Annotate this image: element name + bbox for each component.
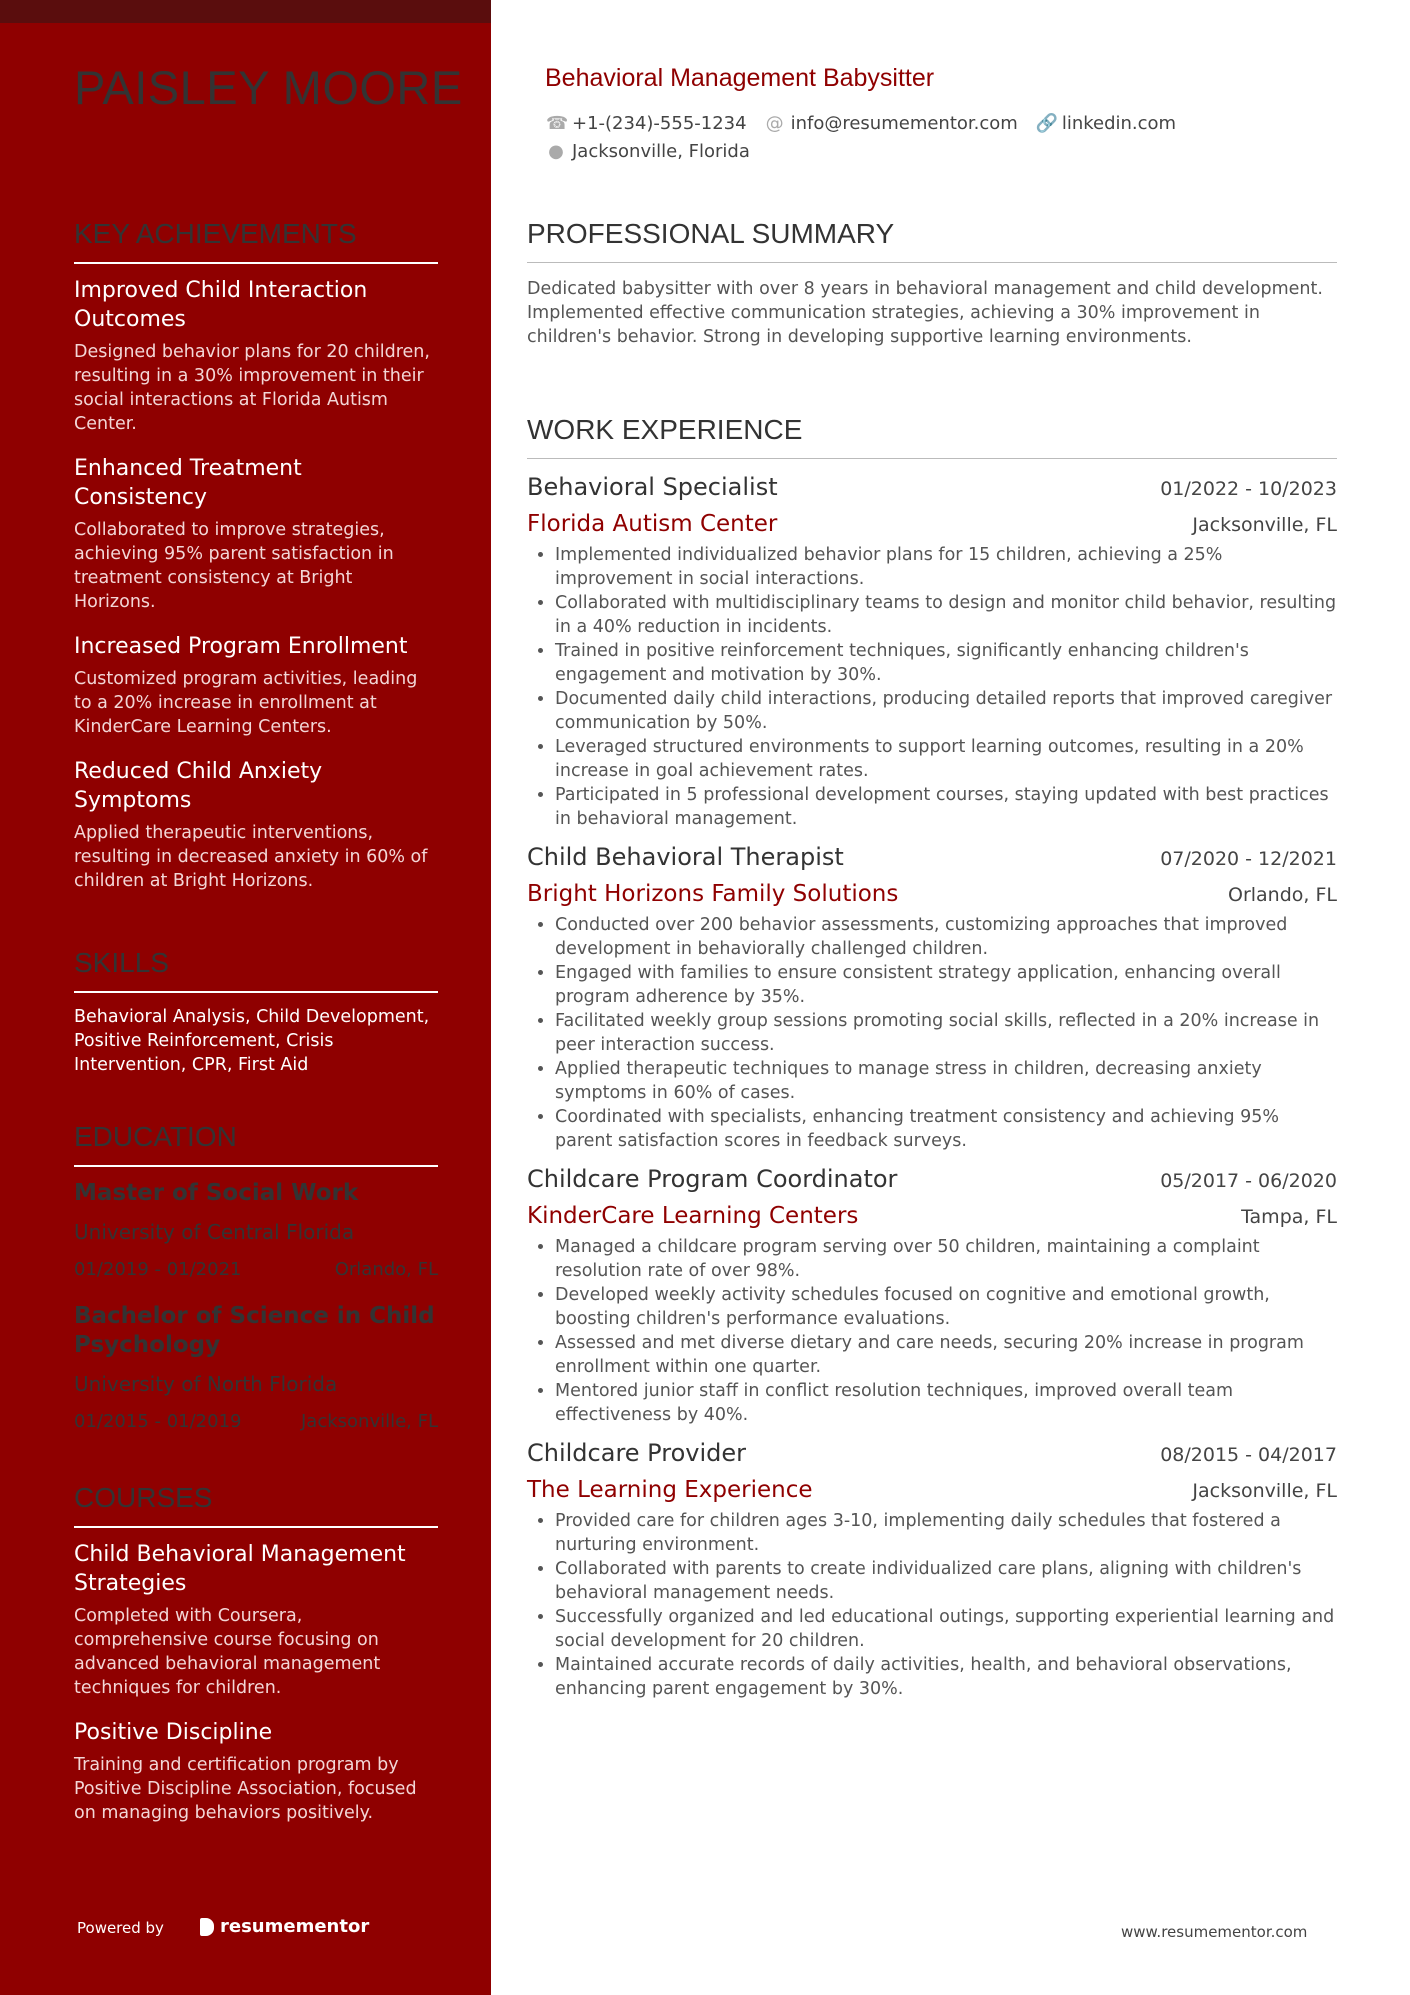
- phone-text: +1-(234)-555-1234: [572, 113, 747, 134]
- job-company: Florida Autism Center: [527, 511, 778, 537]
- job-bullet: • Implemented individualized behavior plans for 15 children, achieving a 25% improvement in social interactions.: [555, 543, 1337, 591]
- job-role: Behavioral Specialist: [527, 473, 778, 501]
- achievement-desc: Designed behavior plans for 20 children, resulting in a 30% improvement in their social interactions at Florida Autism Center.: [74, 342, 430, 434]
- job-entry: [527, 473, 1337, 831]
- skills-heading: SKILLS: [74, 947, 438, 993]
- job-location: Jacksonville, FL: [1192, 514, 1337, 536]
- job-location: Orlando, FL: [1227, 884, 1337, 906]
- job-bullets: [527, 913, 1337, 1153]
- achievement-item: [74, 632, 438, 739]
- summary-text: Dedicated babysitter with over 8 years in behavioral management and child development. Implemented effective communication strategies, achieving a 30% improvement in children's behavior. Strong in developing supportive learning environments.: [527, 279, 1323, 347]
- job-bullet: • Engaged with families to ensure consistent strategy application, enhancing overall program adherence by 35%.: [555, 961, 1337, 1009]
- job-bullet: • Facilitated weekly group sessions promoting social skills, reflected in a 20% increase in peer interaction success.: [555, 1009, 1337, 1057]
- job-company: Bright Horizons Family Solutions: [527, 881, 899, 907]
- contact-row-2: [546, 141, 750, 162]
- job-location: Jacksonville, FL: [1192, 1480, 1337, 1502]
- job-dates: 05/2017 - 06/2020: [1160, 1170, 1337, 1192]
- job-bullet: • Collaborated with multidisciplinary teams to design and monitor child behavior, resulting in a 40% reduction in incidents.: [555, 591, 1337, 639]
- email-text: info@resumementor.com: [790, 113, 1018, 134]
- job-bullet: • Trained in positive reinforcement techniques, significantly enhancing children's engagement and motivation by 30%.: [555, 639, 1337, 687]
- contact-linkedin[interactable]: [1036, 113, 1176, 134]
- education-section: [74, 1121, 438, 1454]
- course-title: Positive Discipline: [74, 1720, 273, 1745]
- contact-phone[interactable]: [546, 113, 747, 134]
- jobs-list: [527, 473, 1337, 1701]
- job-entry: [527, 1165, 1337, 1427]
- job-bullet: • Successfully organized and led educational outings, supporting experiential learning and social development for 20 children.: [555, 1605, 1337, 1653]
- achievement-title: Reduced Child Anxiety Symptoms: [74, 759, 323, 813]
- location-text: Jacksonville, Florida: [572, 141, 750, 162]
- edu-degree: Bachelor of Science in Child Psychology: [74, 1303, 435, 1358]
- sidebar-top-bar: [0, 0, 491, 23]
- job-bullets: [527, 1235, 1337, 1427]
- job-bullet: • Documented daily child interactions, producing detailed reports that improved caregiver communication by 50%.: [555, 687, 1337, 735]
- contact-location: [546, 141, 750, 162]
- edu-location: Jacksonville, FL: [300, 1411, 438, 1432]
- job-bullet: • Coordinated with specialists, enhancing treatment consistency and achieving 95% parent satisfaction scores in feedback surveys.: [555, 1105, 1337, 1153]
- job-role: Childcare Provider: [527, 1439, 746, 1467]
- contact-row-1: [546, 113, 1176, 134]
- job-role: Childcare Program Coordinator: [527, 1165, 898, 1193]
- job-bullet: • Conducted over 200 behavior assessments, customizing approaches that improved development in behaviorally challenged children.: [555, 913, 1337, 961]
- job-bullet: • Provided care for children ages 3-10, implementing daily schedules that fostered a nurturing environment.: [555, 1509, 1337, 1557]
- job-company: KinderCare Learning Centers: [527, 1203, 859, 1229]
- job-bullet: • Mentored junior staff in conflict resolution techniques, improved overall team effectiveness by 40%.: [555, 1379, 1337, 1427]
- job-dates: 01/2022 - 10/2023: [1160, 478, 1337, 500]
- achievement-desc: Applied therapeutic interventions, resulting in decreased anxiety in 60% of children at Bright Horizons.: [74, 823, 428, 891]
- job-bullet: • Maintained accurate records of daily activities, health, and behavioral observations, enhancing parent engagement by 30%.: [555, 1653, 1337, 1701]
- job-role: Child Behavioral Therapist: [527, 843, 844, 871]
- job-bullet: • Managed a childcare program serving over 50 children, maintaining a complaint resolution rate of over 98%.: [555, 1235, 1337, 1283]
- job-dates: 08/2015 - 04/2017: [1160, 1444, 1337, 1466]
- edu-dates: 01/2015 - 01/2019: [74, 1411, 242, 1432]
- achievement-desc: Collaborated to improve strategies, achieving 95% parent satisfaction in treatment consistency at Bright Horizons.: [74, 520, 394, 612]
- edu-school: University of Central Florida: [74, 1220, 355, 1244]
- link-icon: 🔗: [1035, 113, 1059, 134]
- edu-school: University of North Florida: [74, 1372, 338, 1396]
- experience-section: [527, 414, 1337, 1713]
- achievements-heading: KEY ACHIEVEMENTS: [74, 218, 438, 264]
- achievement-item: [74, 757, 438, 893]
- brand-logo[interactable]: [200, 1916, 369, 1937]
- summary-section: [527, 218, 1337, 349]
- job-company: The Learning Experience: [527, 1477, 813, 1503]
- job-bullet: • Developed weekly activity schedules focused on cognitive and emotional growth, boosting children's performance evaluations.: [555, 1283, 1337, 1331]
- edu-dates: 01/2019 - 01/2021: [74, 1259, 242, 1280]
- achievement-item: [74, 454, 438, 614]
- at-icon: @: [765, 113, 784, 134]
- target-job-title: Behavioral Management Babysitter: [545, 64, 935, 92]
- achievement-desc: Customized program activities, leading to a 20% increase in enrollment at KinderCare Learning Centers.: [74, 669, 418, 737]
- job-bullet: • Participated in 5 professional development courses, staying updated with best practices in behavioral management.: [555, 783, 1337, 831]
- brand-name: resumementor: [220, 1916, 370, 1937]
- experience-heading: WORK EXPERIENCE: [527, 414, 1337, 459]
- course-desc: Completed with Coursera, comprehensive course focusing on advanced behavioral management techniques for children.: [74, 1606, 381, 1698]
- candidate-name: PAISLEY MOORE: [74, 61, 463, 114]
- achievement-title: Improved Child Interaction Outcomes: [74, 278, 368, 332]
- course-desc: Training and certification program by Positive Discipline Association, focused on managing behaviors positively.: [74, 1755, 417, 1823]
- achievement-title: Enhanced Treatment Consistency: [74, 456, 302, 510]
- skills-list: Behavioral Analysis, Child Development, Positive Reinforcement, Crisis Intervention, CPR, First Aid: [74, 1007, 430, 1075]
- pin-icon: ●: [548, 141, 564, 162]
- brand-mark-icon: [200, 1918, 214, 1936]
- achievement-title: Increased Program Enrollment: [74, 634, 408, 659]
- summary-heading: PROFESSIONAL SUMMARY: [527, 218, 1337, 263]
- linkedin-text: linkedin.com: [1061, 113, 1177, 134]
- job-bullets: [527, 1509, 1337, 1701]
- job-bullets: [527, 543, 1337, 831]
- education-item: [74, 1302, 438, 1432]
- edu-degree: Master of Social Work: [74, 1180, 359, 1206]
- job-bullet: • Collaborated with parents to create individualized care plans, aligning with children's behavioral management needs.: [555, 1557, 1337, 1605]
- education-heading: EDUCATION: [74, 1121, 438, 1167]
- education-item: [74, 1179, 438, 1280]
- course-item: [74, 1718, 438, 1825]
- job-bullet: • Leveraged structured environments to support learning outcomes, resulting in a 20% increase in goal achievement rates.: [555, 735, 1337, 783]
- job-bullet: • Applied therapeutic techniques to manage stress in children, decreasing anxiety symptoms in 60% of cases.: [555, 1057, 1337, 1105]
- achievements-section: [74, 218, 438, 911]
- job-entry: [527, 1439, 1337, 1701]
- courses-section: [74, 1482, 438, 1843]
- courses-heading: COURSES: [74, 1482, 438, 1528]
- job-entry: [527, 843, 1337, 1153]
- course-title: Child Behavioral Management Strategies: [74, 1542, 406, 1596]
- course-item: [74, 1540, 438, 1700]
- skills-section: [74, 947, 438, 1077]
- job-bullet: • Assessed and met diverse dietary and care needs, securing 20% increase in program enrollment within one quarter.: [555, 1331, 1337, 1379]
- contact-email[interactable]: [765, 113, 1018, 134]
- job-location: Tampa, FL: [1241, 1206, 1337, 1228]
- phone-icon: ☎: [546, 113, 569, 134]
- achievement-item: [74, 276, 438, 436]
- powered-by-label: Powered by: [77, 1919, 164, 1937]
- footer-url[interactable]: www.resumementor.com: [1121, 1923, 1308, 1941]
- edu-location: Orlando, FL: [334, 1259, 438, 1280]
- job-dates: 07/2020 - 12/2021: [1160, 848, 1337, 870]
